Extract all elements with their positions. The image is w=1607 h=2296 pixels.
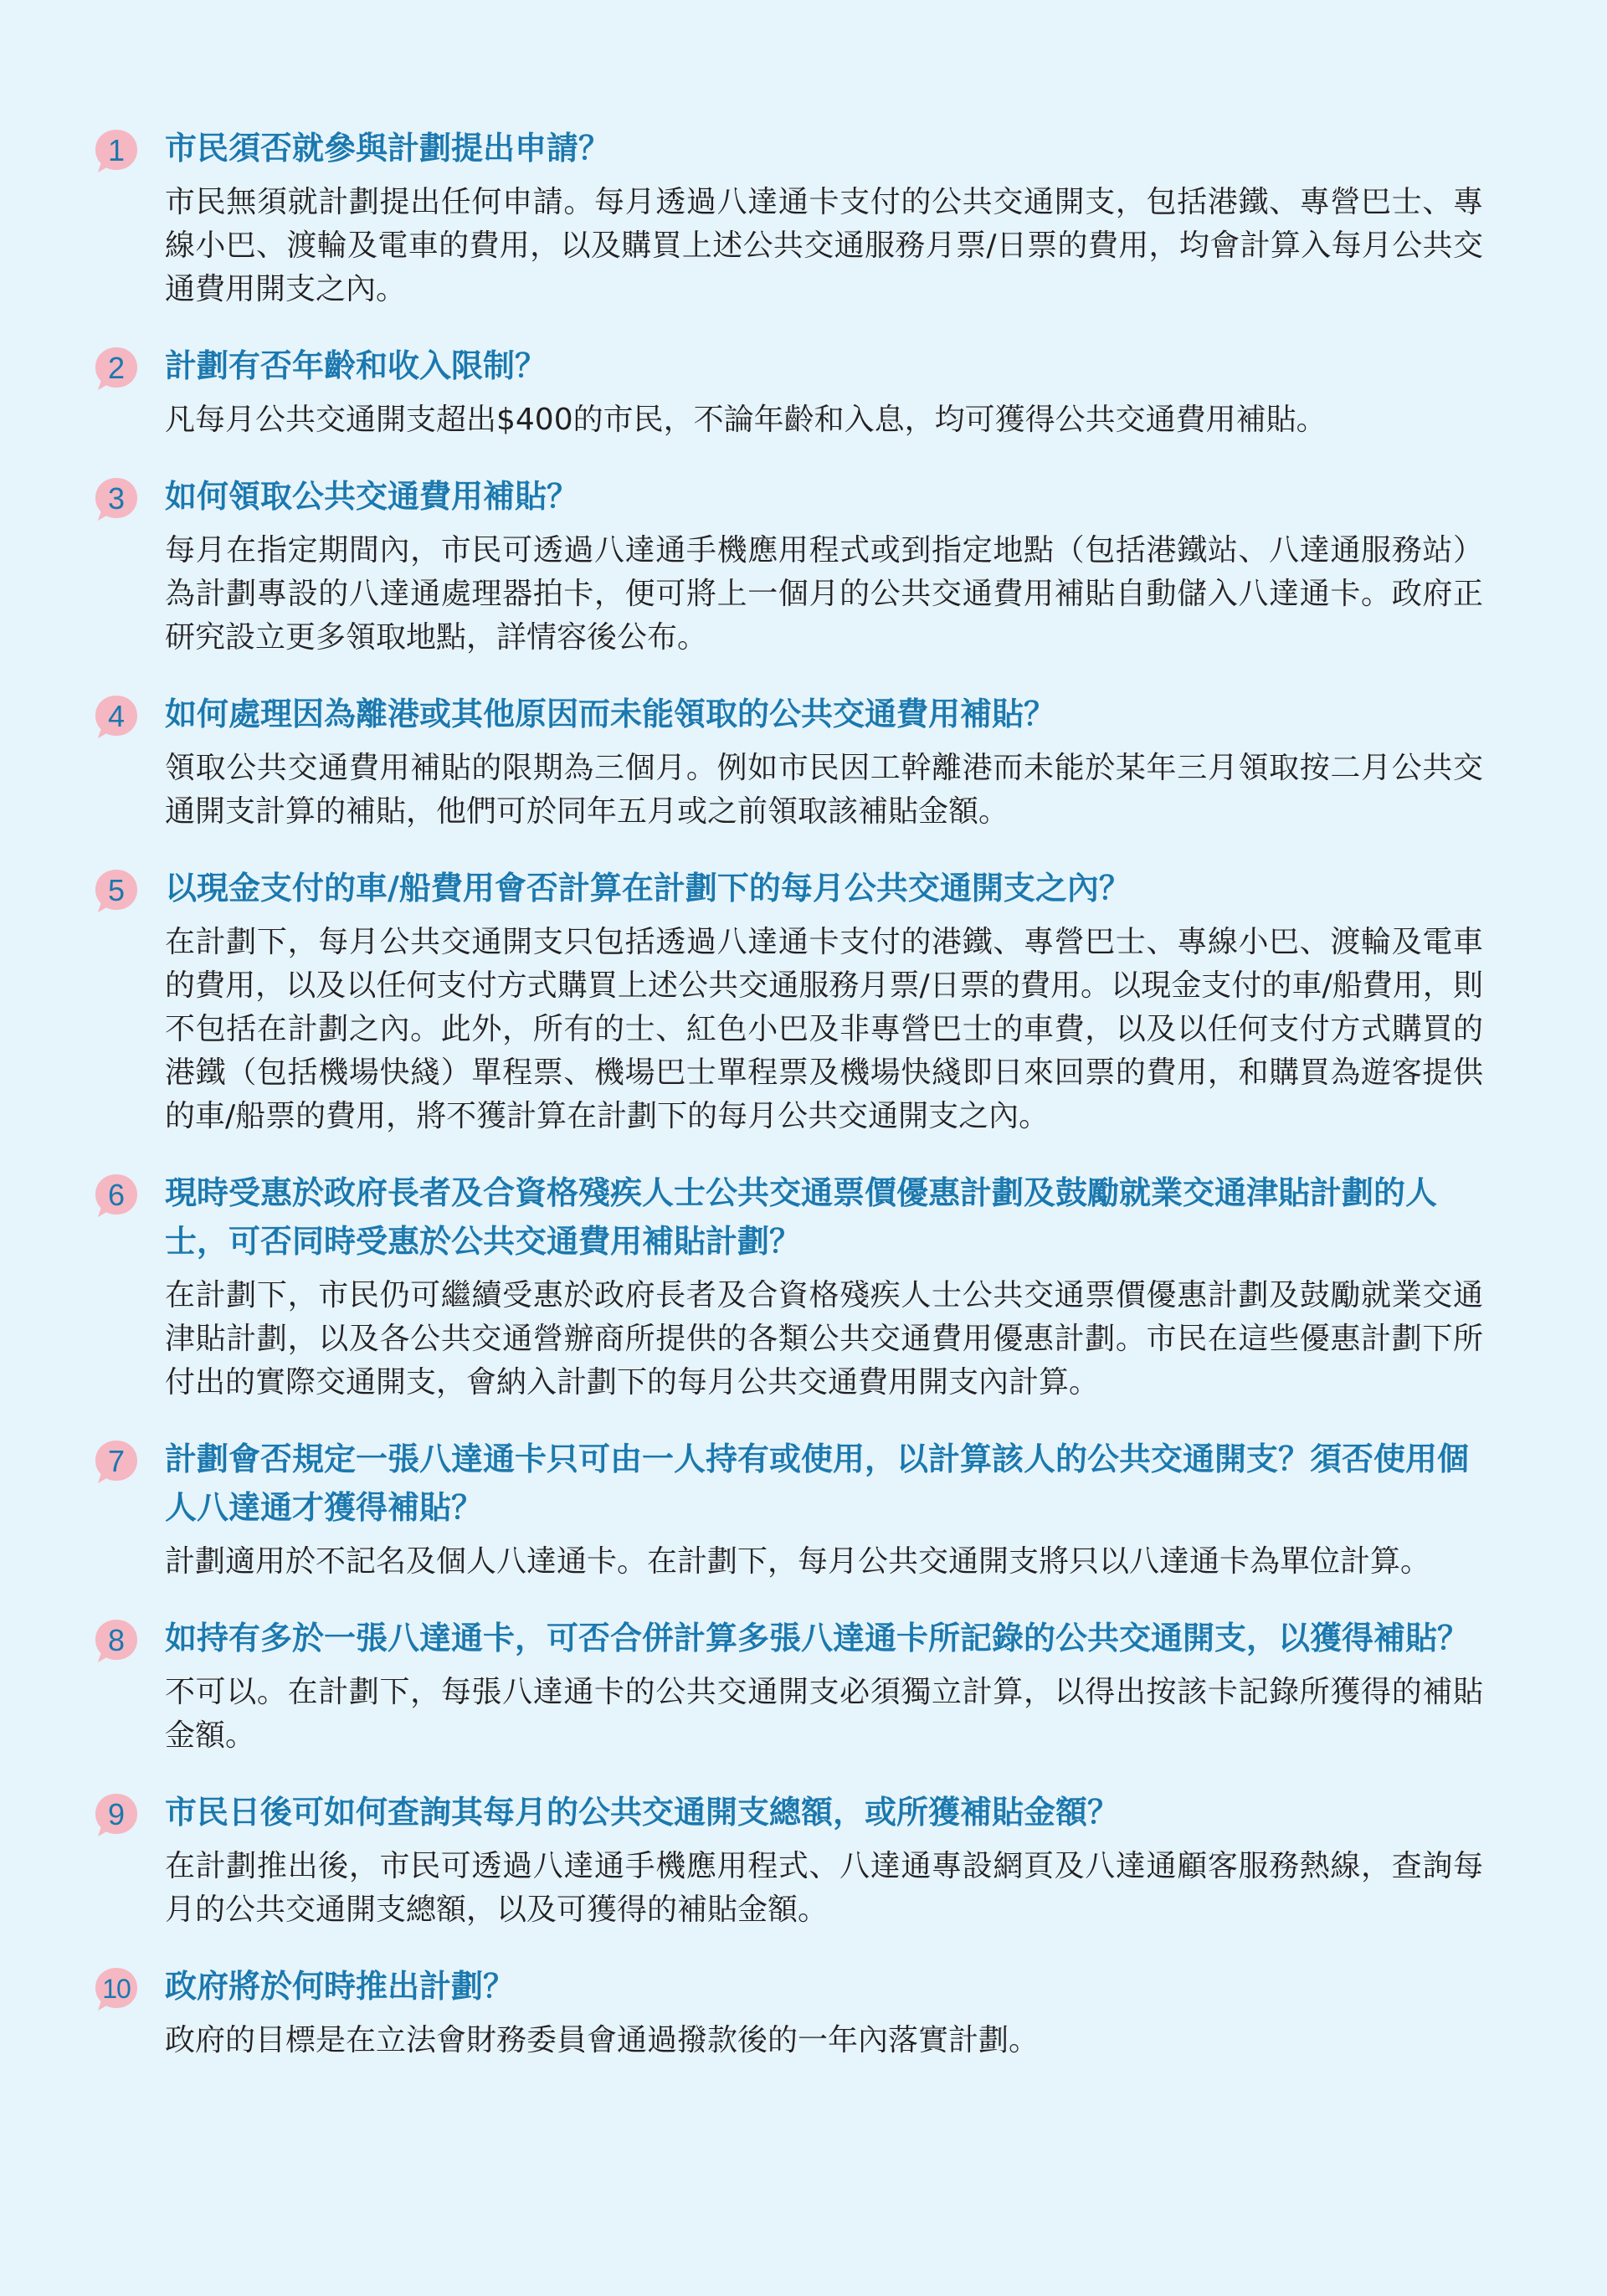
faq-item — [94, 1435, 1483, 1584]
answer-text: 政府的目標是在立法會財務委員會通過撥款後的一年內落實計劃。 — [165, 2023, 1040, 2057]
faq-item — [94, 690, 1483, 834]
question-number-badge — [94, 1966, 139, 2011]
question-number: 1 — [107, 133, 126, 167]
question-text: 市民日後可如何查詢其每月的公共交通開支總額，或所獲補貼金額？ — [165, 1794, 1120, 1831]
question-number: 10 — [102, 1974, 131, 2004]
answer-text: 不可以。在計劃下，每張八達通卡的公共交通開支必須獨立計算，以得出按該卡記錄所獲得的補貼金額。 — [165, 1675, 1483, 1753]
question-number: 6 — [107, 1178, 126, 1212]
question-number: 4 — [107, 699, 126, 733]
answer-text: 凡每月公共交通開支超出$400的市民，不論年齡和入息，均可獲得公共交通費用補貼。 — [165, 403, 1327, 437]
question-number: 9 — [107, 1797, 126, 1831]
question-number: 5 — [107, 873, 126, 907]
question-number-badge — [94, 476, 139, 521]
question-number-badge — [94, 346, 139, 391]
answer-text: 計劃適用於不記名及個人八達通卡。在計劃下，每月公共交通開支將只以八達通卡為單位計算。 — [165, 1544, 1431, 1579]
question-text: 以現金支付的車/船費用會否計算在計劃下的每月公共交通開支之內？ — [165, 870, 1131, 907]
question-text: 如何領取公共交通費用補貼？ — [165, 478, 579, 515]
question-number-badge — [94, 1439, 139, 1484]
question-number: 2 — [107, 351, 126, 385]
faq-item — [94, 472, 1483, 660]
question-number-badge — [94, 1173, 139, 1218]
faq-item — [94, 124, 1483, 311]
question-text: 現時受惠於政府長者及合資格殘疾人士公共交通票價優惠計劃及鼓勵就業交通津貼計劃的人士，可否同時受惠於公共交通費用補貼計劃？ — [165, 1174, 1438, 1260]
question-text: 政府將於何時推出計劃？ — [165, 1968, 516, 2005]
question-number: 8 — [107, 1623, 126, 1657]
answer-text: 在計劃下，市民仍可繼續受惠於政府長者及合資格殘疾人士公共交通票價優惠計劃及鼓勵就業交通津貼計劃，以及各公共交通營辦商所提供的各類公共交通費用優惠計劃。市民在這些優惠計劃下所付出的實際交通開支，會納入計劃下的每月公共交通費用開支內計算。 — [165, 1278, 1483, 1400]
question-number-badge — [94, 868, 139, 913]
faq-item — [94, 1614, 1483, 1758]
faq-item — [94, 1788, 1483, 1932]
question-number-badge — [94, 1792, 139, 1837]
answer-text: 市民無須就計劃提出任何申請。每月透過八達通卡支付的公共交通開支，包括港鐵、專營巴士、專線小巴、渡輪及電車的費用，以及購買上述公共交通服務月票/日票的費用，均會計算入每月公共交通費用開支之內。 — [165, 185, 1483, 306]
question-number-badge — [94, 128, 139, 173]
faq-item — [94, 342, 1483, 442]
question-text: 如何處理因為離港或其他原因而未能領取的公共交通費用補貼？ — [165, 696, 1056, 732]
answer-text: 領取公共交通費用補貼的限期為三個月。例如市民因工幹離港而未能於某年三月領取按二月公共交通開支計算的補貼，他們可於同年五月或之前領取該補貼金額。 — [165, 751, 1483, 829]
question-text: 如持有多於一張八達通卡，可否合併計算多張八達通卡所記錄的公共交通開支，以獲得補貼？ — [165, 1620, 1470, 1657]
faq-item — [94, 1169, 1483, 1405]
question-number: 7 — [107, 1444, 126, 1478]
question-number-badge — [94, 1618, 139, 1663]
question-number: 3 — [107, 481, 126, 516]
answer-text: 在計劃下，每月公共交通開支只包括透過八達通卡支付的港鐵、專營巴士、專線小巴、渡輪及電車的費用，以及以任何支付方式購買上述公共交通服務月票/日票的費用。以現金支付的車/船費用，則不包括在計劃之內。此外，所有的士、紅色小巴及非專營巴士的車費，以及以任何支付方式購買的港鐵（包括機場快綫）單程票、機場巴士單程票及機場快綫即日來回票的費用，和購買為遊客提供的車/船票的費用，將不獲計算在計劃下的每月公共交通開支之內。 — [165, 925, 1483, 1133]
answer-text: 在計劃推出後，市民可透過八達通手機應用程式、八達通專設網頁及八達通顧客服務熱線，查詢每月的公共交通開支總額，以及可獲得的補貼金額。 — [165, 1849, 1483, 1927]
question-text: 計劃有否年齡和收入限制？ — [165, 347, 547, 384]
question-text: 市民須否就參與計劃提出申請？ — [165, 130, 611, 167]
faq-list — [94, 124, 1483, 2062]
answer-text: 每月在指定期間內，市民可透過八達通手機應用程式或到指定地點（包括港鐵站、八達通服務站）為計劃專設的八達通處理器拍卡，便可將上一個月的公共交通費用補貼自動儲入八達通卡。政府正研究設立更多領取地點，詳情容後公布。 — [165, 533, 1483, 655]
faq-item — [94, 864, 1483, 1138]
faq-item — [94, 1962, 1483, 2062]
question-number-badge — [94, 694, 139, 739]
question-text: 計劃會否規定一張八達通卡只可由一人持有或使用，以計算該人的公共交通開支？須否使用個人八達通才獲得補貼？ — [165, 1441, 1470, 1526]
